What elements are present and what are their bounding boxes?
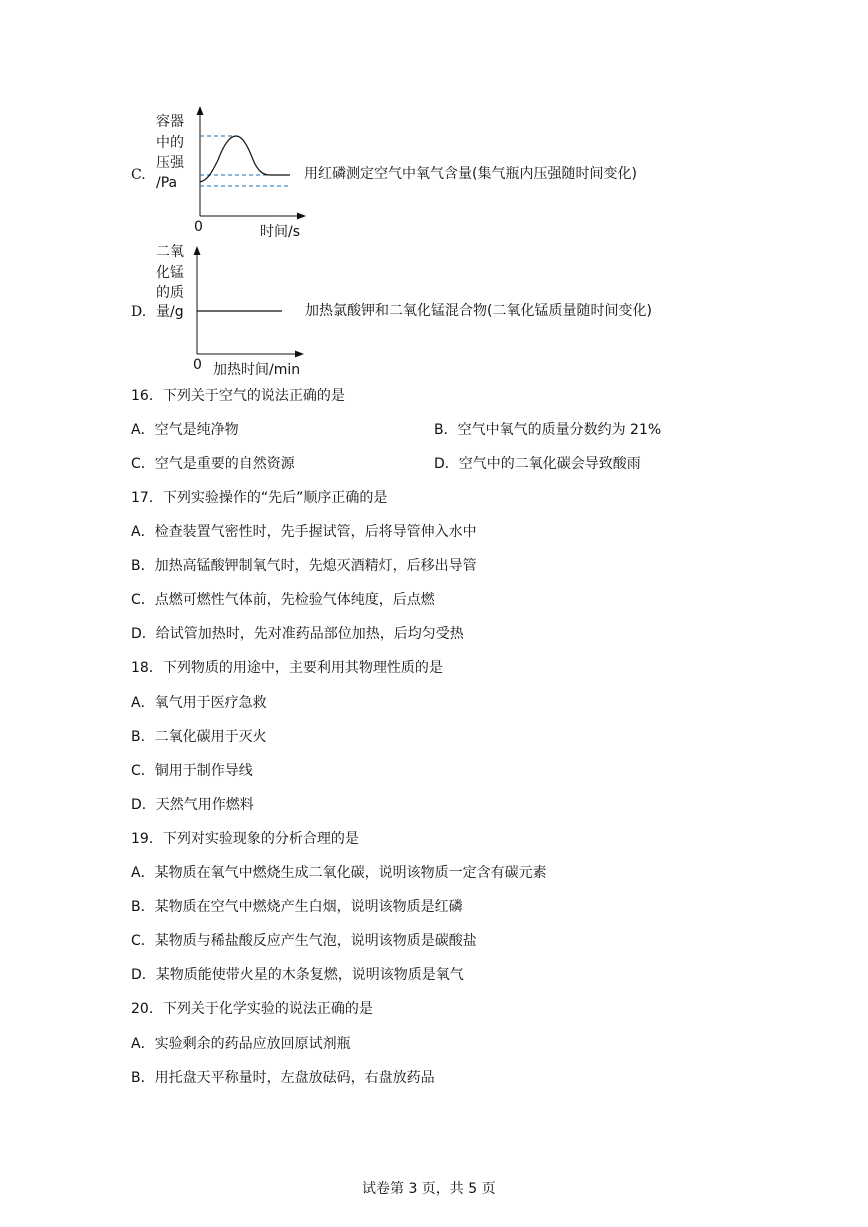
option-d: D．空气中的二氧化碳会导致酸雨	[434, 456, 641, 472]
option-c: C．点燃可燃性气体前，先检验气体纯度，后点燃	[131, 592, 435, 608]
origin-label: 0	[194, 219, 203, 235]
question-stem: 20．下列关于化学实验的说法正确的是	[131, 1001, 373, 1017]
y-label-line: 二氧	[156, 244, 184, 260]
option-c: C．铜用于制作导线	[131, 763, 253, 779]
option-a: A．空气是纯净物	[131, 422, 239, 438]
y-label-line: 量/g	[156, 304, 184, 320]
option-b: B．加热高锰酸钾制氧气时，先熄灭酒精灯，后移出导管	[131, 558, 477, 574]
y-label-line: 压强	[156, 155, 184, 171]
option-letter: C.	[131, 167, 146, 183]
question-stem: 18．下列物质的用途中，主要利用其物理性质的是	[131, 660, 443, 676]
y-label-line: 化锰	[156, 265, 184, 281]
option-letter: D.	[131, 304, 147, 320]
question-stem: 17．下列实验操作的“先后”顺序正确的是	[131, 490, 388, 506]
option-a: A．实验剩余的药品应放回原试剂瓶	[131, 1036, 351, 1052]
option-d: D．天然气用作燃料	[131, 797, 254, 813]
y-label-line: /Pa	[156, 175, 178, 191]
x-axis-arrow	[297, 213, 306, 220]
option-a: A．氧气用于医疗急救	[131, 695, 267, 711]
x-axis-label: 时间/s	[260, 224, 301, 240]
option-caption: 加热氯酸钾和二氧化锰混合物(二氧化锰质量随时间变化)	[305, 303, 652, 319]
option-c: C．空气是重要的自然资源	[131, 456, 295, 472]
y-axis-arrow	[194, 246, 201, 255]
y-label-line: 的质	[156, 285, 184, 301]
option-a: A．某物质在氧气中燃烧生成二氧化碳，说明该物质一定含有碳元素	[131, 865, 547, 881]
option-b: B．二氧化碳用于灭火	[131, 729, 267, 745]
option-b: B．空气中氧气的质量分数约为 21%	[434, 422, 662, 438]
pressure-chart	[150, 100, 320, 240]
y-label-line: 中的	[156, 135, 184, 151]
question-stem: 19．下列对实验现象的分析合理的是	[131, 831, 359, 847]
y-axis-arrow	[197, 106, 204, 115]
option-b: B．某物质在空气中燃烧产生白烟，说明该物质是红磷	[131, 899, 463, 915]
option-b: B．用托盘天平称量时，左盘放砝码，右盘放药品	[131, 1070, 435, 1086]
option-d: D．某物质能使带火星的木条复燃，说明该物质是氧气	[131, 967, 464, 983]
y-label-line: 容器	[156, 114, 184, 130]
option-a: A．检查装置气密性时，先手握试管，后将导管伸入水中	[131, 524, 477, 540]
origin-label: 0	[193, 357, 202, 373]
x-axis-label: 加热时间/min	[213, 362, 301, 378]
option-d: D．给试管加热时，先对准药品部位加热，后均匀受热	[131, 626, 464, 642]
x-axis-arrow	[295, 351, 304, 358]
option-c: C．某物质与稀盐酸反应产生气泡，说明该物质是碳酸盐	[131, 933, 477, 949]
mno2-mass-chart	[150, 238, 320, 378]
question-stem: 16．下列关于空气的说法正确的是	[131, 388, 345, 404]
page-footer: 试卷第 3 页，共 5 页	[362, 1181, 496, 1197]
option-caption: 用红磷测定空气中氧气含量(集气瓶内压强随时间变化)	[304, 166, 637, 182]
